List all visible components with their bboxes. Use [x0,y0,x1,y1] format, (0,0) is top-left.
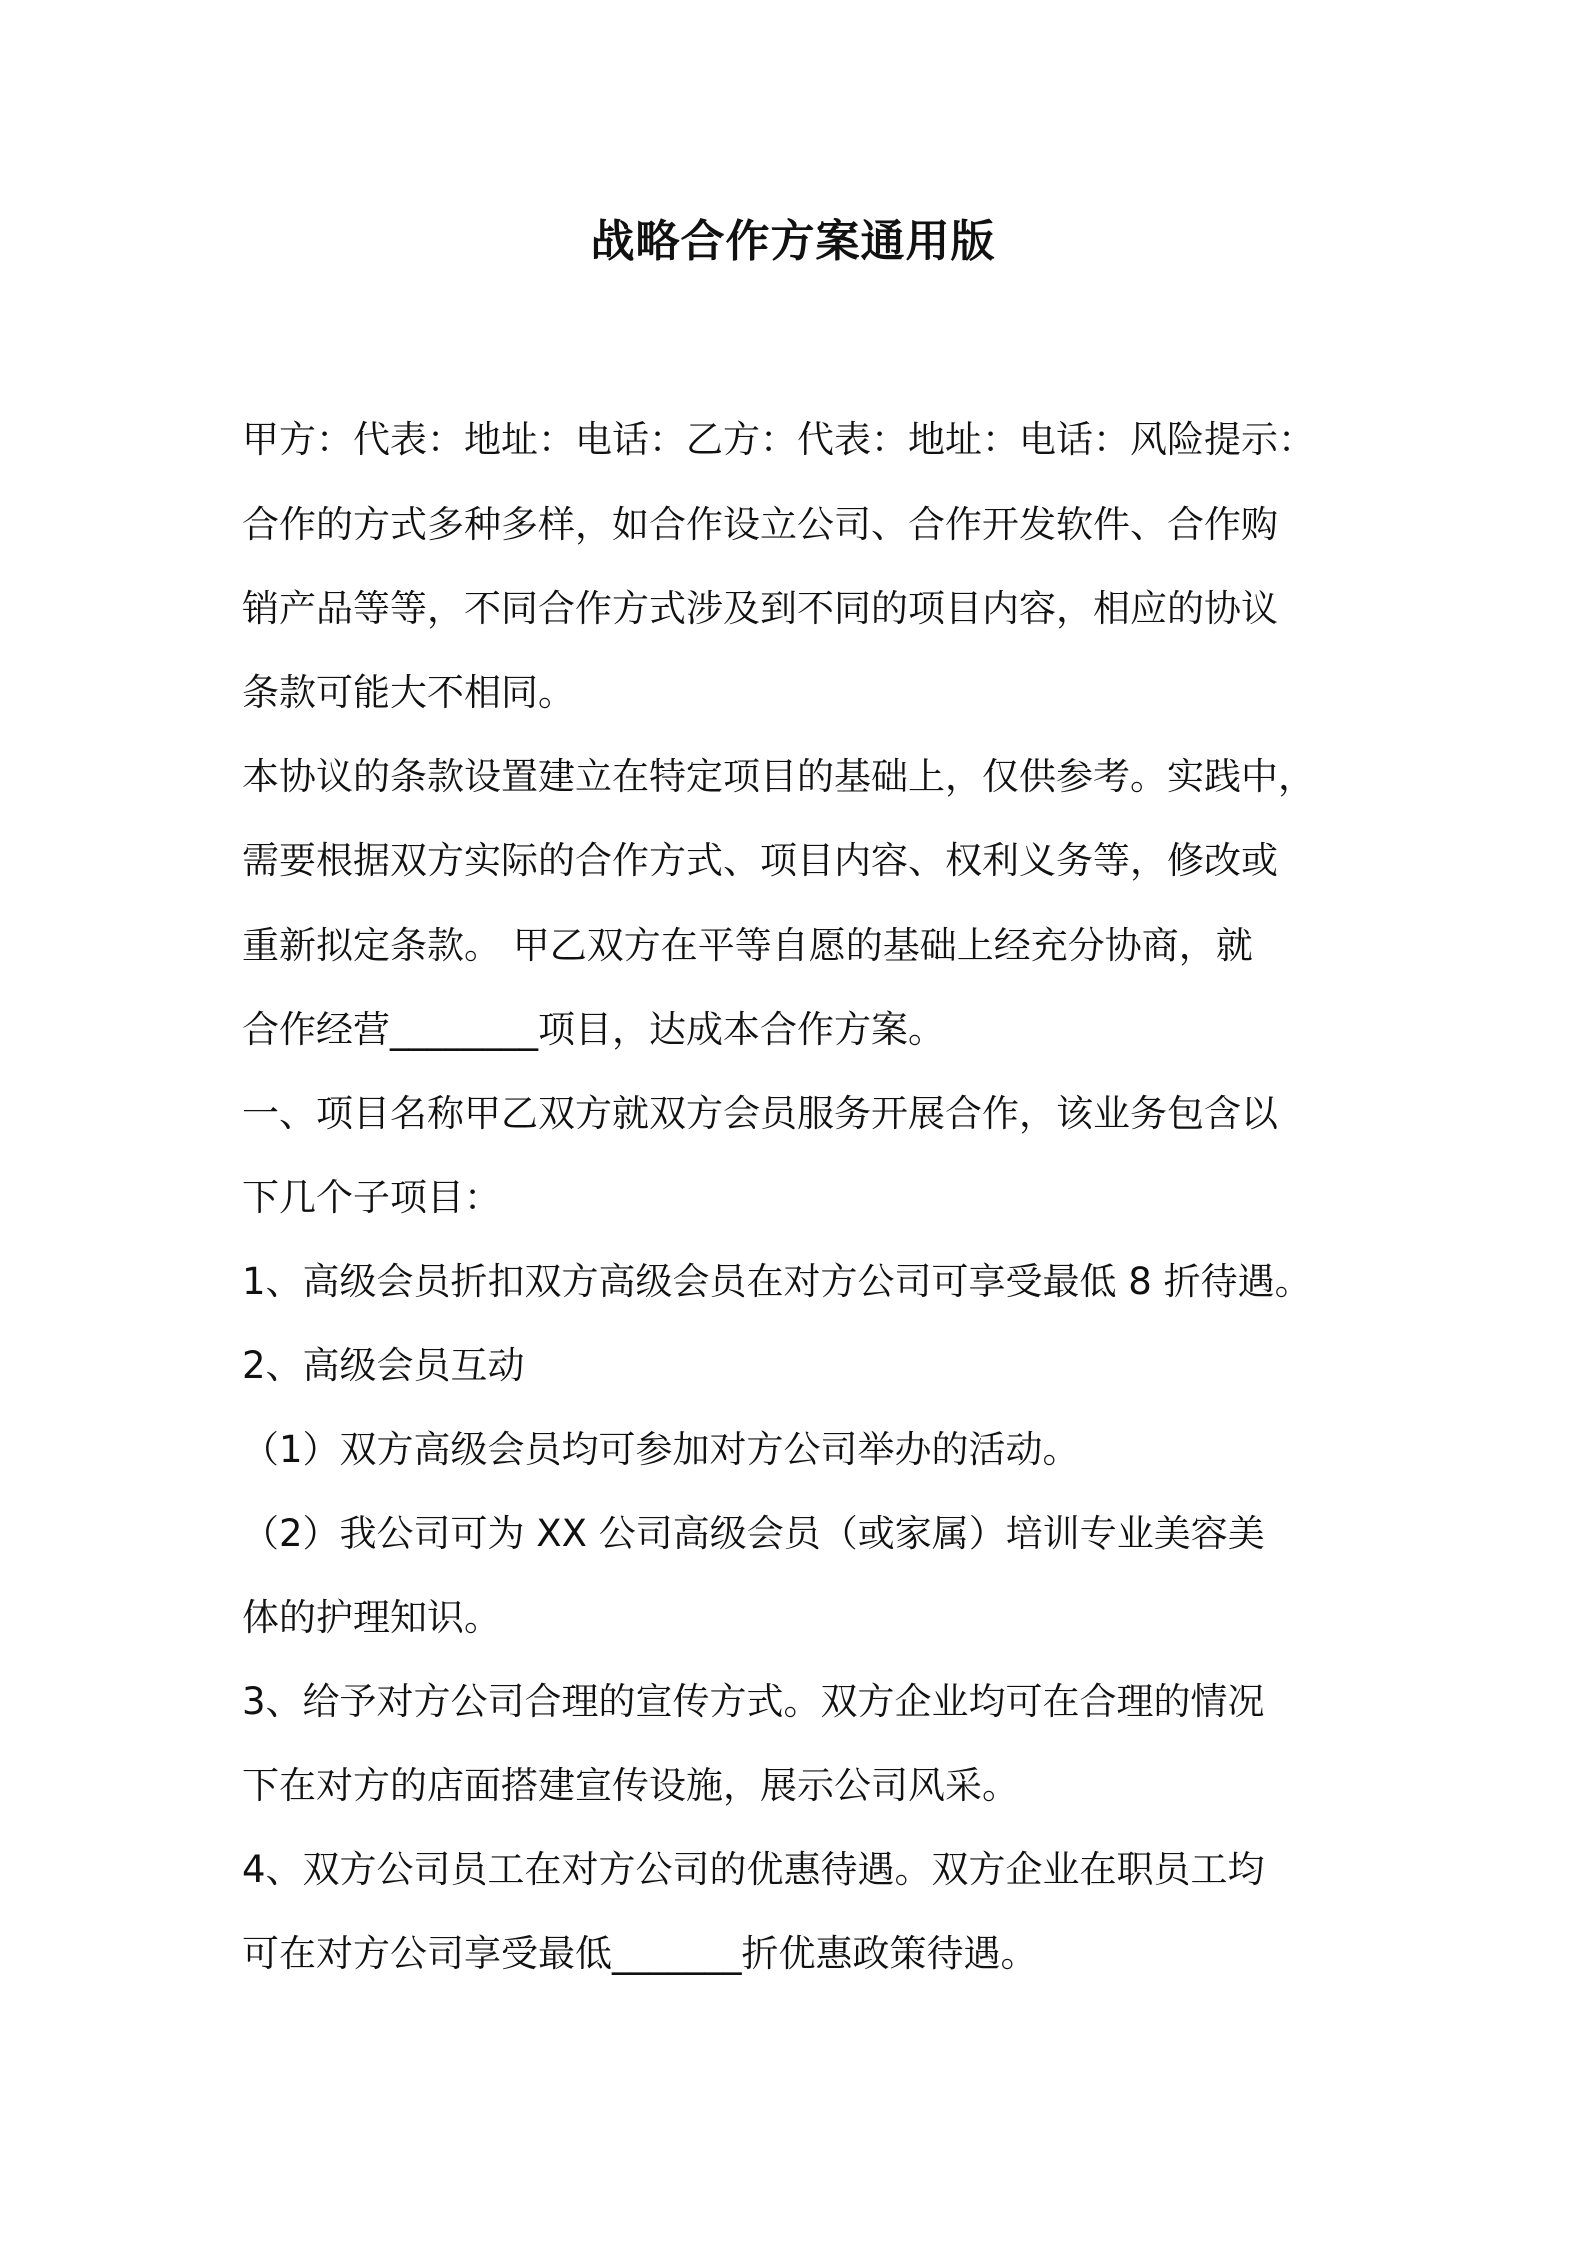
text-line: 甲方：代表：地址：电话：乙方：代表：地址：电话：风险提示： [242,418,1315,461]
text-line: 重新拟定条款。 甲乙双方在平等自愿的基础上经充分协商，就 [242,924,1253,967]
text-line: （1）双方高级会员均可参加对方公司举办的活动。 [242,1428,1080,1471]
text-line: 合作经营________项目，达成本合作方案。 [242,1008,945,1051]
text-line: 合作的方式多种多样，如合作设立公司、合作开发软件、合作购 [242,503,1278,546]
text-line: 下几个子项目： [242,1176,501,1219]
text-line: 下在对方的店面搭建宣传设施，展示公司风采。 [242,1764,1019,1807]
text-line: 条款可能大不相同。 [242,671,575,714]
document-title: 战略合作方案通用版 [590,216,996,267]
text-line: 体的护理知识。 [242,1596,501,1639]
text-line: 本协议的条款设置建立在特定项目的基础上，仅供参考。实践中， [242,755,1315,798]
text-line: 2、高级会员互动 [242,1344,525,1387]
text-line: 一、项目名称甲乙双方就双方会员服务开展合作，该业务包含以 [242,1092,1278,1135]
text-line: （2）我公司可为 XX 公司高级会员（或家属）培训专业美容美 [242,1512,1265,1555]
text-line: 销产品等等，不同合作方式涉及到不同的项目内容，相应的协议 [242,587,1278,630]
text-line: 可在对方公司享受最低_______折优惠政策待遇。 [242,1932,1038,1975]
text-line: 1、高级会员折扣双方高级会员在对方公司可享受最低 8 折待遇。 [242,1260,1312,1303]
text-line: 4、双方公司员工在对方公司的优惠待遇。双方企业在职员工均 [242,1848,1265,1891]
text-line: 需要根据双方实际的合作方式、项目内容、权利义务等，修改或 [242,839,1278,882]
text-line: 3、给予对方公司合理的宣传方式。双方企业均可在合理的情况 [242,1680,1265,1723]
